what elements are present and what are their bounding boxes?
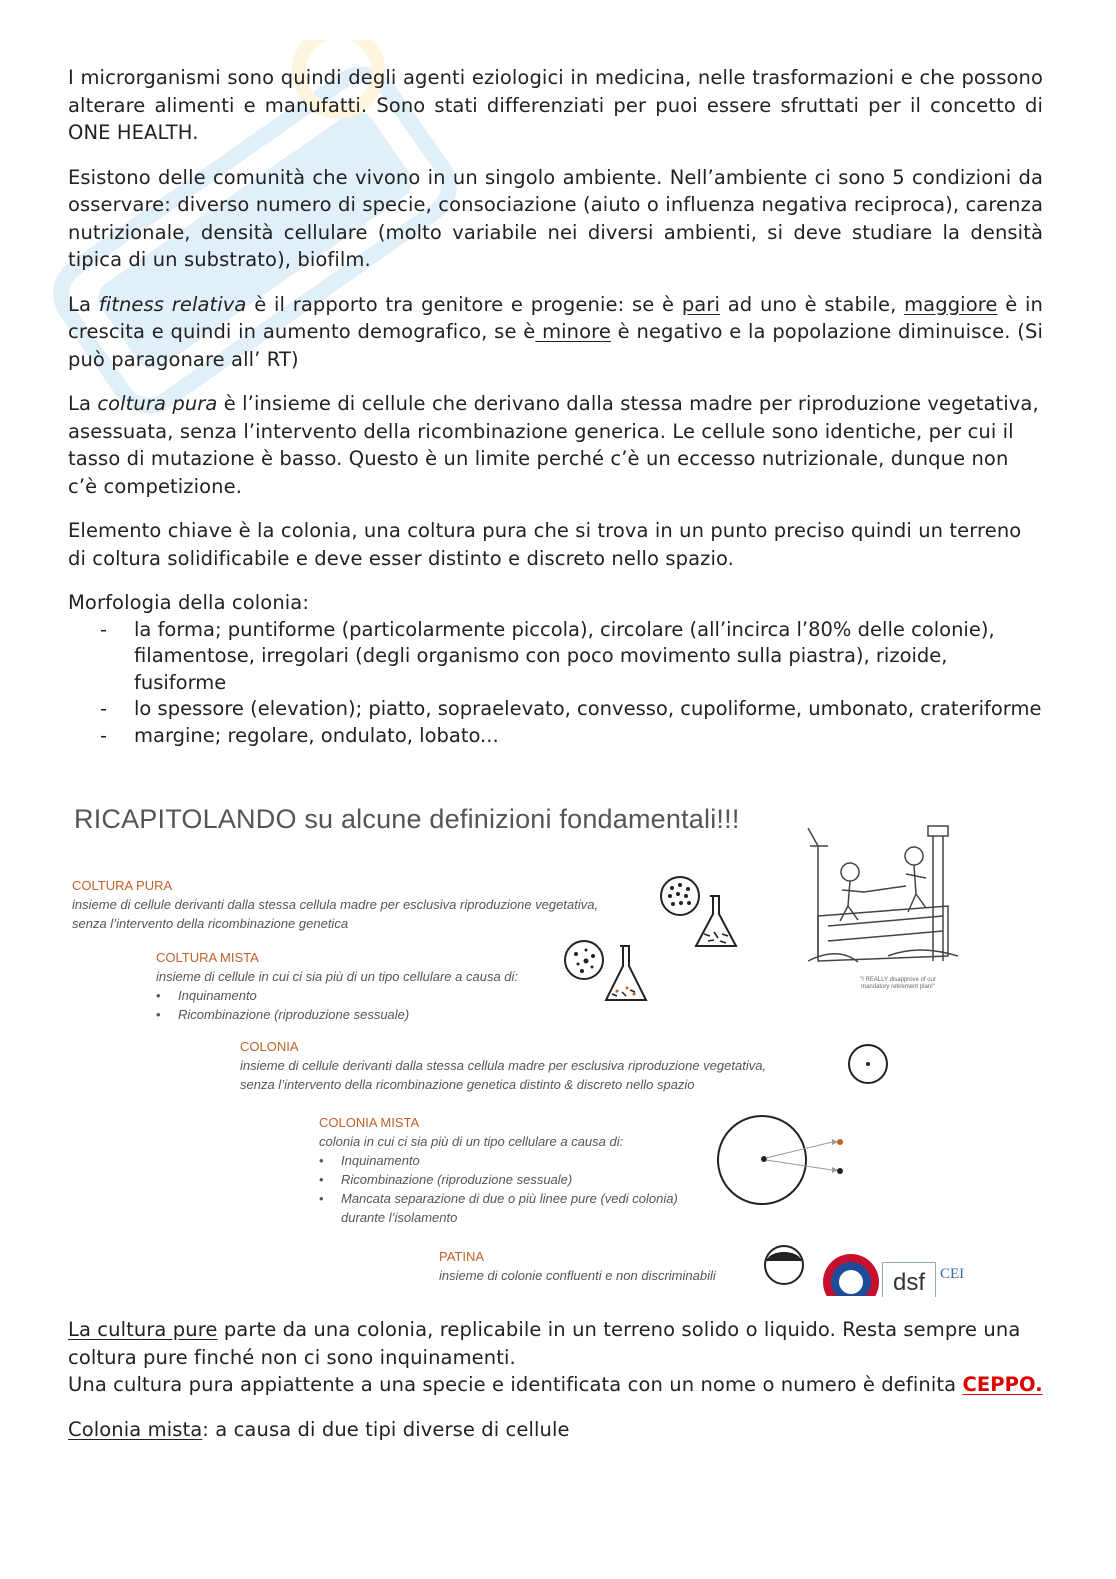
text: La — [68, 292, 99, 316]
mixed-culture-dish-and-flask-icon — [562, 936, 657, 1006]
embedded-slide — [68, 800, 973, 1297]
def-colonia-mista — [319, 1113, 739, 1227]
morphology-title: Morfologia della colonia: — [68, 591, 310, 614]
cei-logo: CEI — [940, 1266, 965, 1282]
university-seal-icon — [820, 1252, 882, 1296]
text: parte da una colonia, replicabile in un terreno solido o liquido. Resta sempre una coltura pure finché non ci sono inquinamenti. — [68, 1318, 1021, 1369]
text: ad uno è stabile, — [720, 292, 905, 316]
list-item — [68, 617, 1043, 697]
cartoon-illustration-icon — [798, 816, 968, 976]
coltura-pura-term: coltura pura — [97, 392, 218, 415]
def-heading: COLONIA MISTA — [319, 1115, 420, 1130]
maggiore-term: maggiore — [904, 292, 998, 316]
def-text: senza l’intervento della ricombinazione genetica distinto & discreto nello spazio — [240, 1077, 695, 1092]
text: : a causa di due tipi diverse di cellule — [202, 1417, 570, 1441]
minore-term: minore — [535, 320, 611, 343]
dsf-logo: dsf — [882, 1262, 936, 1297]
def-text: insieme di cellule derivanti dalla stessa cellula madre per esclusiva riproduzione vegetativa, — [72, 897, 599, 912]
def-heading: COLONIA — [240, 1039, 299, 1054]
list-item-text: lo spessore (elevation); piatto, sopraelevato, convesso, cupoliforme, umbonato, crateriforme — [134, 697, 1042, 720]
def-text: durante l’isolamento — [341, 1210, 458, 1225]
def-coltura-mista — [156, 948, 576, 1024]
document-body — [68, 64, 1043, 749]
def-text: colonia in cui ci sia più di un tipo cellulare a causa di: — [319, 1134, 624, 1149]
paragraph-colonia: Elemento chiave è la colonia, una coltura pura che si trova in un punto preciso quindi un terreno di coltura solidificabile e deve esser distinto e discreto nello spazio. — [68, 519, 1022, 570]
def-text: insieme di cellule derivanti dalla stessa cellula madre per esclusiva riproduzione vegetativa, — [240, 1058, 767, 1073]
def-text: insieme di cellule in cui ci sia più di un tipo cellulare a causa di: — [156, 969, 519, 984]
text: è l’insieme di cellule che derivano dalla stessa madre per riproduzione vegetativa, asessuata, senza l’intervento della ricombinazione generica. Le cellule sono identiche, per cui il tasso di mutazione è basso. Questo è un limite perché c’è un eccesso nutrizionale, dunque non c’è competizione. — [68, 392, 1039, 498]
def-text: senza l’intervento della ricombinazione genetica — [72, 916, 349, 931]
list-item: • Inquinamento — [319, 1151, 739, 1170]
text: La — [68, 392, 98, 415]
paragraph-cultura-pure — [68, 1316, 1043, 1371]
text: è negativo e la popolazione diminuisce. (Si può paragonare all’ RT) — [68, 320, 1043, 371]
def-text: insieme di colonie confluenti e non discriminabili — [439, 1268, 716, 1283]
slide-title: RICAPITOLANDO su alcune definizioni fondamentali!!! — [74, 804, 740, 834]
closing-notes — [68, 1316, 1043, 1460]
list-item: • Mancata separazione di due o più linee pure (vedi colonia) — [319, 1189, 739, 1208]
patina-dish-icon — [762, 1243, 806, 1287]
paragraph-comunita: Esistono delle comunità che vivono in un singolo ambiente. Nell’ambiente ci sono 5 condizioni da osservare: diverso numero di specie, consociazione (aiuto o influenza negativa reciproca), carenza nutrizionale, densità cellulare (molto variabile nei diversi ambienti, si deve studiare la densità tipica di un substrato), biofilm. — [68, 165, 1043, 271]
ceppo-term: CEPPO. — [962, 1373, 1043, 1396]
dash-bullet: - — [100, 723, 108, 747]
def-patina — [439, 1247, 779, 1285]
mixed-colony-diagram-icon — [714, 1112, 854, 1208]
list-item-text: margine; regolare, ondulato, lobato... — [134, 723, 499, 747]
colony-circle-icon — [846, 1042, 890, 1086]
paragraph-fitness — [68, 291, 1043, 374]
colonia-mista-term: Colonia mista — [68, 1417, 203, 1441]
pure-culture-dish-and-flask-icon — [658, 874, 748, 954]
list-item — [68, 696, 1043, 723]
text: Una cultura pura appiattente a una specie e identificata con un nome o numero è definita — [68, 1373, 963, 1396]
paragraph-colonia-mista — [68, 1416, 1043, 1444]
morphology-list — [68, 617, 1043, 750]
dash-bullet: - — [100, 617, 108, 641]
paragraph-ceppo — [68, 1371, 1043, 1399]
def-heading: COLTURA MISTA — [156, 950, 259, 965]
fitness-term: fitness relativa — [98, 292, 247, 316]
list-item-text: la forma; puntiforme (particolarmente piccola), circolare (all’incirca l’80% delle colonie), filamentose, irregolari (degli organismo con poco movimento sulla piastra), rizoide, fusiforme — [134, 617, 995, 694]
pari-term: pari — [681, 292, 720, 316]
text: è il rapporto tra genitore e progenie: se è — [246, 292, 682, 316]
list-item — [68, 723, 1043, 750]
def-colonia — [240, 1037, 840, 1094]
def-coltura-pura — [72, 876, 672, 933]
list-item: • Ricombinazione (riproduzione sessuale) — [319, 1170, 739, 1189]
text: è in crescita e quindi in aumento demografico, se è — [68, 292, 1044, 343]
def-heading: PATINA — [439, 1249, 485, 1264]
paragraph-microrganismi: I microrganismi sono quindi degli agenti eziologici in medicina, nelle trasformazioni e che possono alterare alimenti e manufatti. Sono stati differenziati per puoi essere sfruttati per il concetto di ONE HEALTH. — [68, 66, 1043, 144]
def-heading: COLTURA PURA — [72, 878, 173, 893]
list-item: • Ricombinazione (riproduzione sessuale) — [156, 1005, 576, 1024]
dash-bullet: - — [100, 697, 108, 720]
list-item: • Inquinamento — [156, 986, 576, 1005]
cartoon-caption: "I REALLY disapprove of our mandatory retirement plan!" — [860, 977, 936, 990]
paragraph-coltura-pura — [68, 390, 1043, 500]
cultura-pure-term: La cultura pure — [68, 1318, 218, 1341]
